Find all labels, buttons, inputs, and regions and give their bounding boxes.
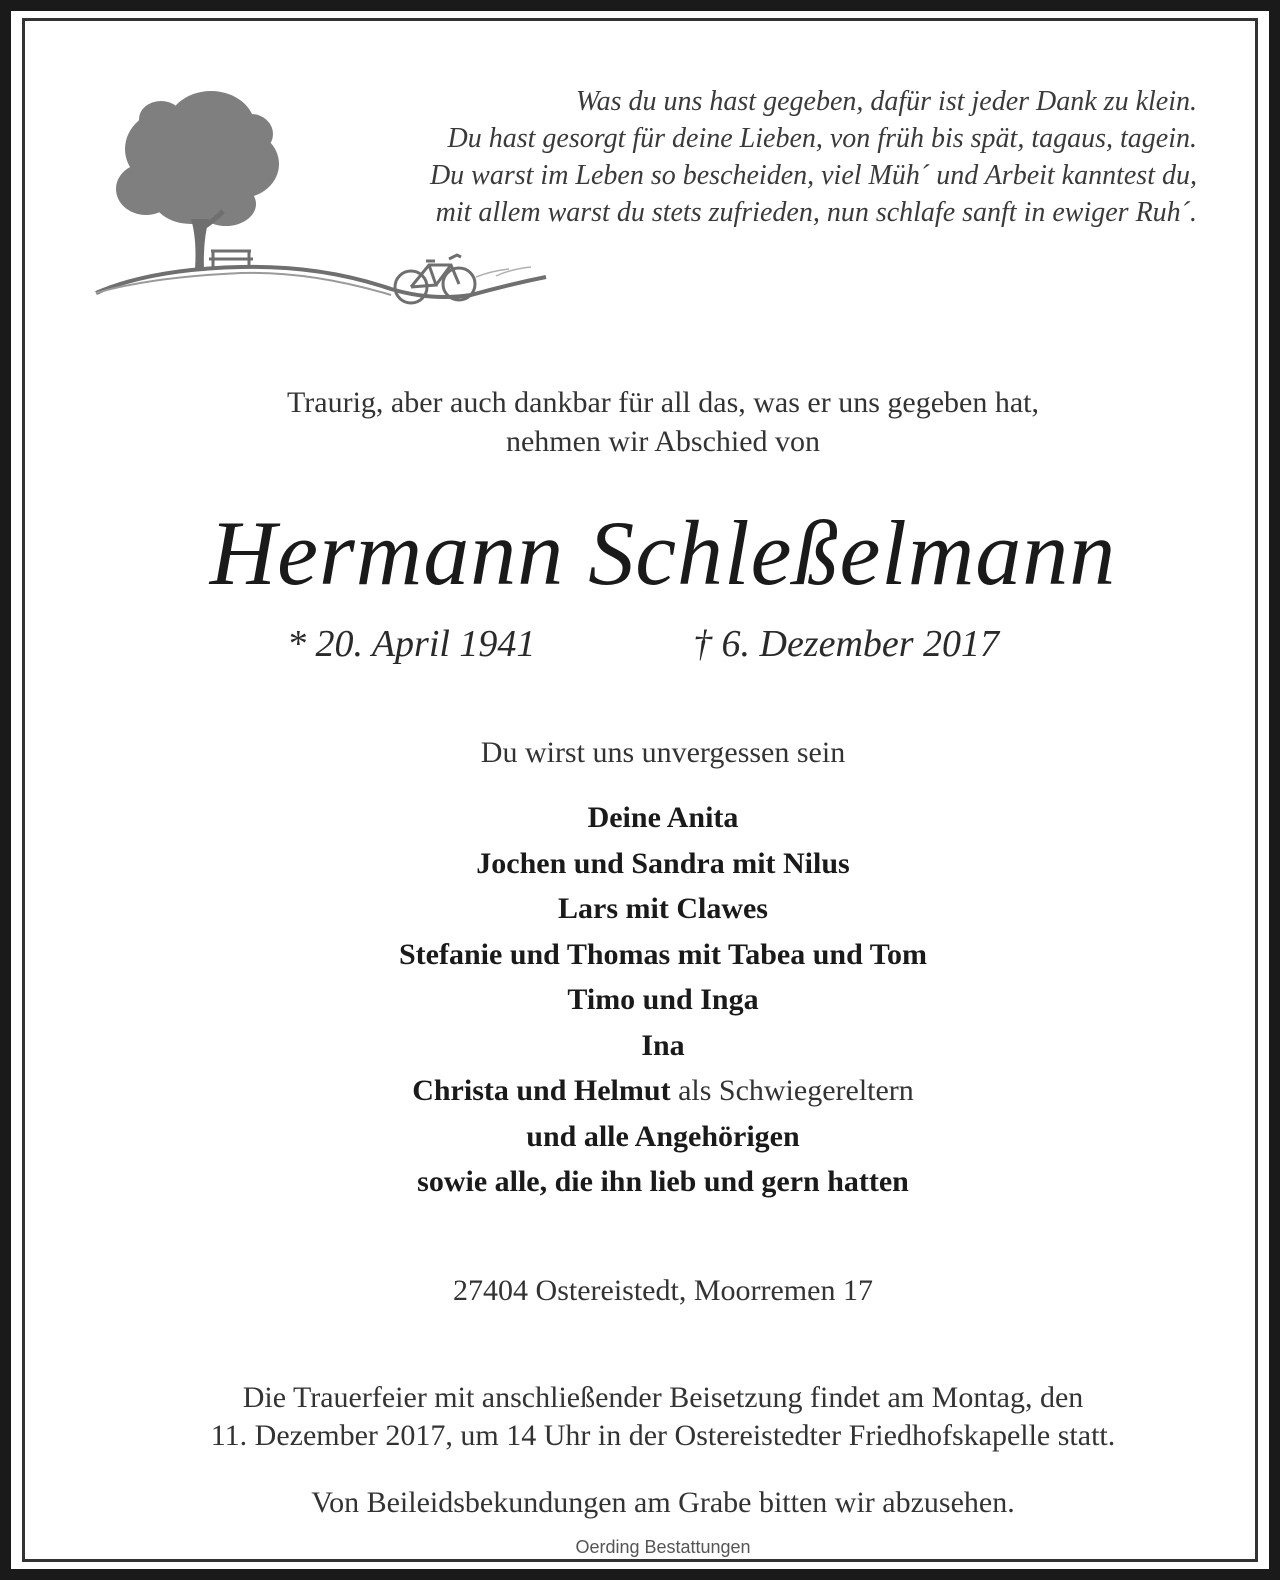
poem — [297, 83, 1197, 231]
intro-text — [25, 383, 1280, 461]
undertaker-name: Oerding Bestattungen — [575, 1537, 751, 1557]
mourner-row: Timo und Inga — [567, 983, 759, 1016]
obituary-notice — [22, 18, 1258, 1562]
death-date: † 6. Dezember 2017 — [693, 623, 1000, 665]
in-laws-names: Christa und Helmut — [412, 1074, 671, 1107]
in-laws-note: als Schwiegereltern — [670, 1074, 914, 1107]
remembrance-text: Du wirst uns unvergessen sein — [480, 736, 846, 769]
ceremony-info — [25, 1379, 1280, 1455]
condolence-note: Von Beileidsbekundungen am Grabe bitten wir abzusehen. — [311, 1486, 1015, 1519]
ceremony-line: Die Trauerfeier mit anschließender Beisetzung findet am Montag, den — [242, 1381, 1084, 1414]
mourner-row: Ina — [641, 1028, 685, 1062]
address: 27404 Ostereistedt, Moorremen 17 — [453, 1274, 873, 1307]
mourners-list — [25, 795, 1280, 1205]
ceremony-line: 11. Dezember 2017, um 14 Uhr in der Ostereistedter Friedhofskapelle statt. — [210, 1419, 1116, 1452]
intro-line: Traurig, aber auch dankbar für all das, was er uns gegeben hat, — [287, 386, 1039, 419]
mourner-row: Deine Anita — [587, 801, 739, 834]
poem-line: Du warst im Leben so bescheiden, viel Müh´ und Arbeit kanntest du, — [429, 160, 1197, 191]
mourner-row: und alle Angehörigen — [526, 1119, 800, 1153]
poem-line: mit allem warst du stets zufrieden, nun schlafe sanft in ewiger Ruh´. — [435, 197, 1197, 228]
birth-date: * 20. April 1941 — [287, 623, 536, 665]
mourner-row-in-laws — [25, 1068, 1280, 1114]
mourner-row: Jochen und Sandra mit Nilus — [476, 846, 850, 880]
poem-line: Was du uns hast gegeben, dafür ist jeder Dank zu klein. — [575, 86, 1197, 117]
mourner-row: Lars mit Clawes — [558, 892, 768, 925]
deceased-name: Hermann Schleßelmann — [209, 502, 1117, 604]
intro-line: nehmen wir Abschied von — [505, 425, 821, 458]
poem-line: Du hast gesorgt für deine Lieben, von früh bis spät, tagaus, tagein. — [447, 123, 1197, 154]
mourner-row: Stefanie und Thomas mit Tabea und Tom — [399, 937, 927, 971]
mourner-row: sowie alle, die ihn lieb und gern hatten — [417, 1165, 909, 1198]
